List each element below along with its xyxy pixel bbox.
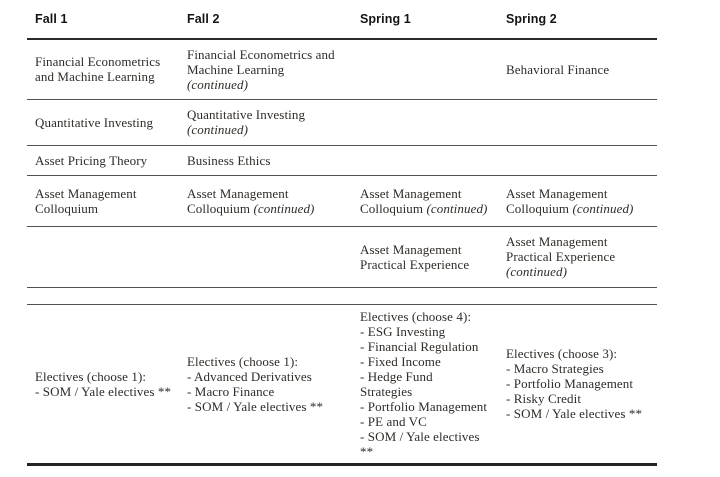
table-cell [27, 39, 179, 99]
document-page [27, 2, 657, 466]
course-text: Quantitative Investing [187, 107, 306, 122]
table-cell [352, 99, 498, 145]
course-text: - Macro Finance [187, 383, 275, 399]
cell-line [360, 384, 492, 399]
course-text: - PE and VC [360, 413, 427, 429]
cell-line [187, 107, 346, 122]
course-text: - SOM / Yale electives ** [506, 406, 643, 421]
table-cell [498, 145, 657, 175]
cell-line [35, 384, 173, 399]
continued-marker: (continued) [253, 200, 315, 216]
cell-line [360, 201, 492, 216]
course-text: - SOM / Yale electives ** [187, 398, 324, 414]
course-text: ** [360, 443, 374, 459]
table-cell [179, 304, 352, 464]
cell-line [187, 369, 346, 384]
table-cell [498, 304, 657, 464]
cell-line [187, 384, 346, 399]
cell-line [506, 234, 651, 249]
course-text: - ESG Investing [360, 323, 446, 339]
continued-marker: (continued) [187, 122, 249, 137]
cell-line [360, 257, 492, 272]
table-cell [27, 175, 179, 226]
cell-line [35, 153, 173, 168]
cell-line [187, 354, 346, 369]
course-text: - Fixed Income [360, 353, 441, 369]
table-cell [498, 39, 657, 99]
column-header-fall-1: Fall 1 [27, 2, 179, 39]
course-text: Electives (choose 1): [35, 368, 147, 384]
table-cell [27, 226, 179, 287]
course-text: Behavioral Finance [506, 61, 610, 77]
table-row [27, 99, 657, 145]
cell-line [360, 186, 492, 201]
course-text: Asset Management [360, 185, 462, 201]
table-row [27, 39, 657, 99]
table-cell [498, 175, 657, 226]
cell-line [506, 376, 651, 391]
course-text: Colloquium [187, 200, 254, 216]
table-cell [498, 226, 657, 287]
course-text: Strategies [360, 383, 413, 399]
table-cell [179, 145, 352, 175]
table-cell [179, 175, 352, 226]
continued-marker: (continued) [572, 200, 634, 216]
table-cell [27, 287, 179, 304]
continued-marker: (continued) [187, 76, 249, 92]
course-text: Quantitative Investing [35, 114, 154, 130]
cell-line [360, 309, 492, 324]
table-cell [27, 304, 179, 464]
course-text: Electives (choose 1): [187, 353, 299, 369]
header-row [27, 2, 657, 39]
curriculum-table [27, 2, 657, 466]
table-body [27, 39, 657, 464]
table-row [27, 287, 657, 304]
table-cell [27, 99, 179, 145]
table-cell [27, 145, 179, 175]
course-text: Colloquium [35, 200, 99, 216]
cell-line [187, 153, 346, 168]
table-cell [179, 226, 352, 287]
column-header-spring-1: Spring 1 [352, 2, 498, 39]
cell-line [360, 399, 492, 414]
cell-line [187, 186, 346, 201]
course-text: - Portfolio Management [360, 398, 488, 414]
cell-line [506, 62, 651, 77]
table-cell [352, 226, 498, 287]
course-text: - Financial Regulation [360, 338, 479, 354]
continued-marker: (continued) [506, 264, 568, 279]
course-text: - SOM / Yale electives ** [35, 383, 172, 399]
cell-line [187, 47, 346, 62]
column-header-spring-2: Spring 2 [498, 2, 657, 39]
cell-line [360, 339, 492, 354]
table-cell [498, 287, 657, 304]
continued-marker: (continued) [426, 200, 488, 216]
cell-line [506, 361, 651, 376]
course-text: - Advanced Derivatives [187, 368, 312, 384]
table-cell [352, 175, 498, 226]
cell-line [35, 69, 173, 84]
cell-line [360, 242, 492, 257]
course-text: Financial Econometrics and [187, 46, 335, 62]
cell-line [35, 54, 173, 69]
cell-line [360, 444, 492, 459]
course-text: - Macro Strategies [506, 361, 604, 376]
column-header-fall-2: Fall 2 [179, 2, 352, 39]
course-text: Electives (choose 3): [506, 346, 618, 361]
table-cell [352, 287, 498, 304]
cell-line [187, 122, 346, 137]
course-text: Asset Management [506, 234, 608, 249]
course-text: and Machine Learning [35, 69, 155, 85]
cell-line [506, 201, 651, 216]
cell-line [506, 406, 651, 421]
cell-line [506, 186, 651, 201]
course-text: - SOM / Yale electives [360, 428, 480, 444]
course-text: - Risky Credit [506, 391, 582, 406]
cell-line [360, 414, 492, 429]
cell-line [506, 391, 651, 406]
course-text: Practical Experience [506, 249, 616, 264]
cell-line [360, 369, 492, 384]
table-row [27, 175, 657, 226]
course-text: Asset Management [187, 185, 289, 201]
cell-line [506, 346, 651, 361]
course-text: Asset Pricing Theory [35, 152, 148, 168]
course-text: Asset Management [35, 185, 137, 201]
table-cell [179, 287, 352, 304]
course-text: Colloquium [506, 200, 573, 216]
course-text: Financial Econometrics [35, 54, 161, 70]
table-row [27, 226, 657, 287]
course-text: Colloquium [360, 200, 427, 216]
cell-line [35, 369, 173, 384]
course-text: Asset Management [360, 241, 462, 257]
table-row [27, 304, 657, 464]
table-cell [498, 99, 657, 145]
table-row [27, 145, 657, 175]
cell-line [187, 62, 346, 77]
cell-line [187, 201, 346, 216]
cell-line [35, 115, 173, 130]
cell-line [35, 186, 173, 201]
cell-line [187, 77, 346, 92]
course-text: Electives (choose 4): [360, 308, 472, 324]
table-cell [179, 39, 352, 99]
table-cell [352, 304, 498, 464]
cell-line [187, 399, 346, 414]
table-cell [352, 145, 498, 175]
cell-line [360, 324, 492, 339]
course-text: - Hedge Fund [360, 368, 433, 384]
cell-line [506, 264, 651, 279]
cell-line [360, 354, 492, 369]
course-text: Practical Experience [360, 256, 470, 272]
course-text: Asset Management [506, 185, 608, 201]
course-text: - Portfolio Management [506, 376, 634, 391]
cell-line [360, 429, 492, 444]
table-cell [352, 39, 498, 99]
cell-line [35, 201, 173, 216]
course-text: Business Ethics [187, 152, 271, 168]
table-cell [179, 99, 352, 145]
course-text: Machine Learning [187, 61, 285, 77]
cell-line [506, 249, 651, 264]
